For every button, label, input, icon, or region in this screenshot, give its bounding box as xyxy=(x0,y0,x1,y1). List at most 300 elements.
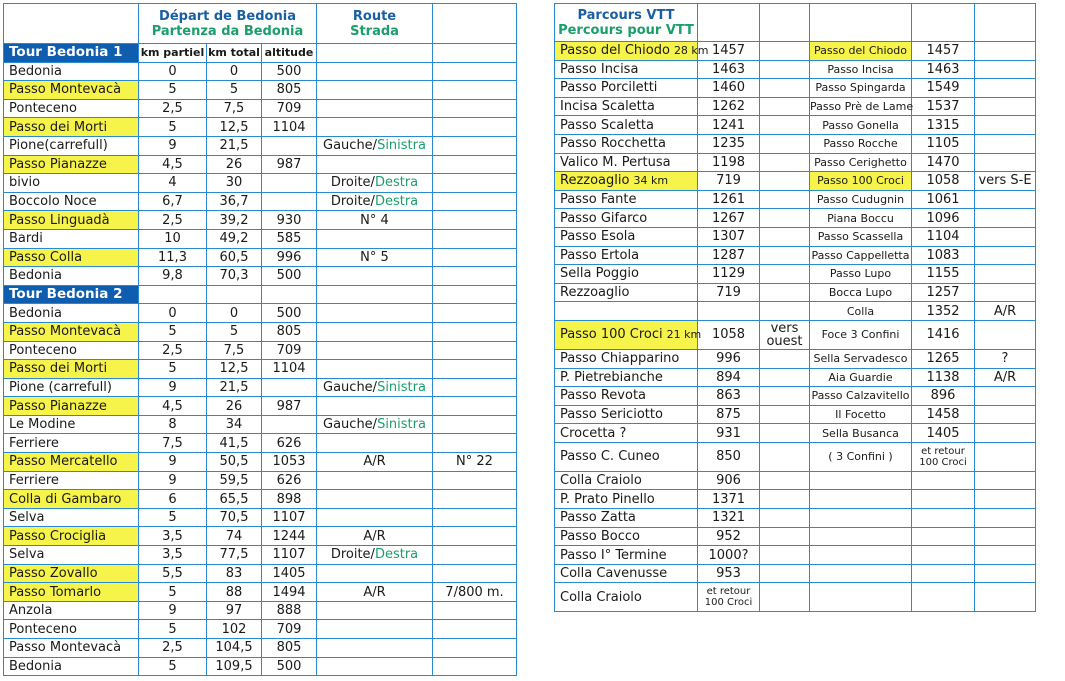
table-row xyxy=(4,360,517,379)
note-cell xyxy=(433,415,517,434)
note-cell: N° 22 xyxy=(433,453,517,472)
vtt-header xyxy=(555,4,698,42)
km-partiel: 4,5 xyxy=(139,155,207,174)
altitude xyxy=(262,192,317,211)
table-row xyxy=(4,155,517,174)
blank-cell xyxy=(433,44,517,63)
altitude: 1104 xyxy=(262,118,317,137)
altitude: 500 xyxy=(262,657,317,676)
route-cell xyxy=(317,360,433,379)
table-row xyxy=(555,405,1036,424)
km-total: 59,5 xyxy=(207,471,262,490)
km-total: 12,5 xyxy=(207,360,262,379)
altitude: 1494 xyxy=(262,583,317,602)
header-blank-2 xyxy=(433,4,517,44)
table-row xyxy=(555,387,1036,406)
vtt-altitude-b: 1138 xyxy=(912,368,975,387)
km-partiel: 9 xyxy=(139,601,207,620)
route-cell xyxy=(317,434,433,453)
table-row xyxy=(555,209,1036,228)
vtt-altitude-b: 1470 xyxy=(912,153,975,172)
route-cell xyxy=(317,136,433,155)
vtt-altitude-a: 1058 xyxy=(698,320,760,349)
route-cell xyxy=(317,490,433,509)
altitude: 805 xyxy=(262,81,317,100)
km-partiel: 2,5 xyxy=(139,99,207,118)
altitude: 709 xyxy=(262,620,317,639)
stage-name: Passo Montevacà xyxy=(4,639,139,658)
vtt-altitude-a: 1460 xyxy=(698,79,760,98)
vtt-route-a xyxy=(555,209,698,228)
vtt-altitude-b xyxy=(912,564,975,583)
note-cell xyxy=(433,397,517,416)
vtt-stage-name: Passo Bocco xyxy=(560,528,640,544)
km-partiel: 7,5 xyxy=(139,434,207,453)
note-cell xyxy=(433,490,517,509)
stage-name: bivio xyxy=(4,174,139,193)
stage-name: Bedonia xyxy=(4,657,139,676)
stage-name: Bedonia xyxy=(4,267,139,286)
vtt-direction xyxy=(760,302,810,321)
header-blank xyxy=(975,4,1036,42)
col-km-total: km total xyxy=(207,44,262,63)
table-row xyxy=(4,657,517,676)
tour1-title: Tour Bedonia 1 xyxy=(4,44,139,63)
vtt-route-a xyxy=(555,424,698,443)
table-row xyxy=(4,81,517,100)
blank-cell xyxy=(317,44,433,63)
altitude: 1107 xyxy=(262,508,317,527)
table-row xyxy=(555,527,1036,546)
route-fr: A/R xyxy=(363,584,386,600)
route-it: Destra xyxy=(374,194,419,210)
table-row xyxy=(4,397,517,416)
vtt-altitude-a: 952 xyxy=(698,527,760,546)
route-fr: Droite/ xyxy=(330,175,375,191)
vtt-route-b: Passo Incisa xyxy=(810,60,912,79)
route-cell xyxy=(317,564,433,583)
note-cell xyxy=(433,434,517,453)
vtt-altitude-a: 719 xyxy=(698,283,760,302)
vtt-note xyxy=(975,97,1036,116)
vtt-altitude-b: 1537 xyxy=(912,97,975,116)
blank-cell xyxy=(139,285,207,304)
table-row xyxy=(4,304,517,323)
vtt-altitude-a: 906 xyxy=(698,471,760,490)
vtt-altitude-a: 1371 xyxy=(698,490,760,509)
vtt-altitude-b: 1463 xyxy=(912,60,975,79)
route-cell xyxy=(317,508,433,527)
altitude: 996 xyxy=(262,248,317,267)
route-fr: Gauche/ xyxy=(323,417,378,433)
vtt-note xyxy=(975,490,1036,509)
route-cell xyxy=(317,453,433,472)
vtt-route-b: Colla xyxy=(810,302,912,321)
vtt-stage-name: Passo Ertola xyxy=(560,247,640,263)
vtt-direction xyxy=(760,349,810,368)
km-total: 7,5 xyxy=(207,341,262,360)
vtt-altitude-b: 1405 xyxy=(912,424,975,443)
km-total: 49,2 xyxy=(207,229,262,248)
km-total: 12,5 xyxy=(207,118,262,137)
km-total: 88 xyxy=(207,583,262,602)
vtt-direction xyxy=(760,79,810,98)
stage-name: Passo dei Morti xyxy=(4,360,139,379)
vtt-route-a xyxy=(555,134,698,153)
vtt-route-b: Passo Spingarda xyxy=(810,79,912,98)
km-total: 39,2 xyxy=(207,211,262,230)
stage-name: Passo Zovallo xyxy=(4,564,139,583)
table-row xyxy=(4,267,517,286)
vtt-route-b: Foce 3 Confini xyxy=(810,320,912,349)
table-row xyxy=(555,546,1036,565)
vtt-note: ? xyxy=(975,349,1036,368)
vtt-altitude-b: 1105 xyxy=(912,134,975,153)
km-total: 109,5 xyxy=(207,657,262,676)
route-cell xyxy=(317,471,433,490)
vtt-route-a xyxy=(555,320,702,349)
vtt-note xyxy=(975,424,1036,443)
altitude: 888 xyxy=(262,601,317,620)
vtt-direction xyxy=(760,509,810,528)
table-row xyxy=(555,368,1036,387)
vtt-route-a xyxy=(555,546,698,565)
table-row xyxy=(555,471,1036,490)
km-partiel: 9,8 xyxy=(139,267,207,286)
vtt-altitude-a: 1129 xyxy=(698,265,760,284)
table-row xyxy=(4,378,517,397)
vtt-altitude-b xyxy=(912,527,975,546)
vtt-altitude-b xyxy=(912,509,975,528)
vtt-stage-name: Colla Cavenusse xyxy=(560,566,668,582)
altitude: 626 xyxy=(262,434,317,453)
km-total: 102 xyxy=(207,620,262,639)
vtt-stage-name: Passo Sericiotto xyxy=(560,406,663,422)
km-total: 60,5 xyxy=(207,248,262,267)
table-row xyxy=(4,118,517,137)
note-cell xyxy=(433,341,517,360)
vtt-km: 21 km xyxy=(666,328,702,342)
vtt-route-b: Aia Guardie xyxy=(810,368,912,387)
altitude: 709 xyxy=(262,341,317,360)
vtt-route-a xyxy=(555,583,698,612)
vtt-altitude-b: 1061 xyxy=(912,190,975,209)
table-row xyxy=(4,415,517,434)
vtt-altitude-b: 1096 xyxy=(912,209,975,228)
vtt-altitude-b xyxy=(912,471,975,490)
km-partiel: 6,7 xyxy=(139,192,207,211)
vtt-route-b xyxy=(810,471,912,490)
km-partiel: 6 xyxy=(139,490,207,509)
note-cell xyxy=(433,248,517,267)
km-total: 0 xyxy=(207,304,262,323)
route-cell xyxy=(317,601,433,620)
route-cell xyxy=(317,527,433,546)
stage-name: Bedonia xyxy=(4,62,139,81)
vtt-direction xyxy=(760,97,810,116)
km-total: 97 xyxy=(207,601,262,620)
table-row xyxy=(4,453,517,472)
vtt-direction xyxy=(760,246,810,265)
note-cell: 7/800 m. xyxy=(433,583,517,602)
route-it: Sinistra xyxy=(377,138,426,154)
vtt-direction xyxy=(760,546,810,565)
km-total: 83 xyxy=(207,564,262,583)
vtt-direction xyxy=(760,153,810,172)
route-cell xyxy=(317,174,433,193)
vtt-route-b xyxy=(810,546,912,565)
vtt-stage-name: P. Pietrebianche xyxy=(560,369,663,385)
vtt-altitude-a: 1198 xyxy=(698,153,760,172)
vtt-route-a xyxy=(555,227,698,246)
km-partiel: 9 xyxy=(139,453,207,472)
table-row xyxy=(555,60,1036,79)
km-total: 41,5 xyxy=(207,434,262,453)
altitude: 500 xyxy=(262,304,317,323)
vtt-direction xyxy=(760,471,810,490)
vtt-route-a xyxy=(555,79,698,98)
stage-name: Passo Crociglia xyxy=(4,527,139,546)
vtt-route-b xyxy=(810,509,912,528)
vtt-altitude-b: 1457 xyxy=(912,42,975,61)
vtt-note xyxy=(975,405,1036,424)
km-total: 21,5 xyxy=(207,378,262,397)
vtt-altitude-b: 1257 xyxy=(912,283,975,302)
km-total: 26 xyxy=(207,397,262,416)
vtt-altitude-a: 850 xyxy=(698,442,760,471)
altitude: 1405 xyxy=(262,564,317,583)
route-cell xyxy=(317,341,433,360)
route-cell xyxy=(317,81,433,100)
stage-name: Passo Mercatello xyxy=(4,453,139,472)
table-row xyxy=(4,192,517,211)
vtt-altitude-a: 1241 xyxy=(698,116,760,135)
km-partiel: 5 xyxy=(139,657,207,676)
vtt-altitude-a: 1463 xyxy=(698,60,760,79)
stage-name: Passo Pianazze xyxy=(4,397,139,416)
km-total: 74 xyxy=(207,527,262,546)
km-partiel: 5 xyxy=(139,118,207,137)
stage-name: Boccolo Noce xyxy=(4,192,139,211)
vtt-stage-name: Sella Poggio xyxy=(560,266,639,282)
altitude: 585 xyxy=(262,229,317,248)
vtt-altitude-a: 1235 xyxy=(698,134,760,153)
vtt-km: 34 km xyxy=(633,174,669,188)
note-cell xyxy=(433,546,517,565)
vtt-route-b: ( 3 Confini ) xyxy=(810,442,912,471)
vtt-direction xyxy=(760,424,810,443)
vtt-altitude-a: et retour 100 Croci xyxy=(698,583,760,612)
altitude xyxy=(262,415,317,434)
altitude: 1244 xyxy=(262,527,317,546)
vtt-altitude-b: 1352 xyxy=(912,302,975,321)
note-cell xyxy=(433,601,517,620)
km-partiel: 2,5 xyxy=(139,639,207,658)
route-fr: Droite/ xyxy=(330,547,375,563)
vtt-stage-name: Passo C. Cuneo xyxy=(560,449,660,465)
vtt-route-a xyxy=(555,509,698,528)
route-cell xyxy=(317,99,433,118)
km-partiel: 0 xyxy=(139,304,207,323)
table-row xyxy=(555,442,1036,471)
vtt-stage-name: Passo Incisa xyxy=(560,61,639,77)
depart-it: Partenza da Bedonia xyxy=(151,23,304,39)
vtt-note xyxy=(975,190,1036,209)
vtt-direction xyxy=(760,490,810,509)
vtt-note xyxy=(975,283,1036,302)
vtt-route-b: Passo Cudugnin xyxy=(810,190,912,209)
km-partiel: 9 xyxy=(139,471,207,490)
km-partiel: 4,5 xyxy=(139,397,207,416)
vtt-note xyxy=(975,546,1036,565)
vtt-route-b: Il Focetto xyxy=(810,405,912,424)
km-partiel: 5 xyxy=(139,620,207,639)
vtt-note xyxy=(975,564,1036,583)
vtt-route-b: Passo Rocche xyxy=(810,134,912,153)
vtt-route-a xyxy=(555,387,698,406)
blank-cell xyxy=(317,285,433,304)
vtt-note xyxy=(975,134,1036,153)
route-fr: N° 5 xyxy=(360,249,389,265)
col-altitude: altitude xyxy=(262,44,317,63)
table-row xyxy=(555,153,1036,172)
stage-name: Bedonia xyxy=(4,304,139,323)
vtt-direction xyxy=(760,42,810,61)
km-total: 70,3 xyxy=(207,267,262,286)
km-total: 36,7 xyxy=(207,192,262,211)
vtt-altitude-a: 1321 xyxy=(698,509,760,528)
altitude: 1107 xyxy=(262,546,317,565)
vtt-route-b: Sella Busanca xyxy=(810,424,912,443)
altitude: 987 xyxy=(262,397,317,416)
route-cell xyxy=(317,248,433,267)
stage-name: Le Modine xyxy=(4,415,139,434)
route-cell xyxy=(317,322,433,341)
vtt-route-a xyxy=(555,265,698,284)
vtt-note xyxy=(975,153,1036,172)
table-row xyxy=(555,79,1036,98)
vtt-altitude-a: 719 xyxy=(698,172,760,191)
vtt-route-a xyxy=(555,153,698,172)
vtt-note: A/R xyxy=(975,368,1036,387)
km-total: 34 xyxy=(207,415,262,434)
vtt-note xyxy=(975,116,1036,135)
table-row xyxy=(4,527,517,546)
vtt-note xyxy=(975,527,1036,546)
route-cell xyxy=(317,118,433,137)
stage-name: Selva xyxy=(4,546,139,565)
vtt-direction: vers ouest xyxy=(760,320,810,349)
vtt-direction xyxy=(760,172,810,191)
route-cell xyxy=(317,267,433,286)
vtt-altitude-b: 1058 xyxy=(912,172,975,191)
route-cell xyxy=(317,415,433,434)
table-row xyxy=(555,190,1036,209)
vtt-stage-name: Passo Rocchetta xyxy=(560,136,666,152)
vtt-note xyxy=(975,265,1036,284)
table-row xyxy=(555,424,1036,443)
km-total: 77,5 xyxy=(207,546,262,565)
altitude xyxy=(262,378,317,397)
route-it: Sinistra xyxy=(377,417,426,433)
vtt-stage-name: P. Prato Pinello xyxy=(560,491,655,507)
table-row xyxy=(555,320,1036,349)
vtt-route-b xyxy=(810,527,912,546)
route-header xyxy=(317,4,433,44)
note-cell xyxy=(433,267,517,286)
vtt-note xyxy=(975,583,1036,612)
vtt-table xyxy=(554,3,1036,612)
vtt-route-a xyxy=(555,405,698,424)
note-cell xyxy=(433,360,517,379)
vtt-altitude-b: 1265 xyxy=(912,349,975,368)
route-cell xyxy=(317,155,433,174)
table-row xyxy=(4,490,517,509)
vtt-note xyxy=(975,442,1036,471)
note-cell xyxy=(433,508,517,527)
vtt-altitude-a: 875 xyxy=(698,405,760,424)
altitude: 500 xyxy=(262,267,317,286)
table-row xyxy=(555,490,1036,509)
vtt-note xyxy=(975,246,1036,265)
table-row xyxy=(555,265,1036,284)
vtt-stage-name: Colla Craiolo xyxy=(560,473,642,489)
altitude xyxy=(262,174,317,193)
stage-name: Ponteceno xyxy=(4,620,139,639)
note-cell xyxy=(433,527,517,546)
table-row xyxy=(555,134,1036,153)
vtt-route-b: Passo Cerighetto xyxy=(810,153,912,172)
vtt-altitude-a: 863 xyxy=(698,387,760,406)
vtt-altitude-b xyxy=(912,490,975,509)
altitude: 1053 xyxy=(262,453,317,472)
vtt-route-a xyxy=(555,97,698,116)
route-it: Sinistra xyxy=(377,379,426,395)
note-cell xyxy=(433,378,517,397)
vtt-altitude-a: 953 xyxy=(698,564,760,583)
km-partiel: 5 xyxy=(139,583,207,602)
vtt-route-a xyxy=(555,349,698,368)
route-cell xyxy=(317,657,433,676)
table-row xyxy=(4,229,517,248)
table-row xyxy=(555,564,1036,583)
note-cell xyxy=(433,564,517,583)
stage-name: Ferriere xyxy=(4,471,139,490)
altitude: 709 xyxy=(262,99,317,118)
col-km-partiel: km partiel xyxy=(139,44,207,63)
vtt-route-a xyxy=(555,246,698,265)
vtt-route-a xyxy=(555,172,698,191)
note-cell xyxy=(433,322,517,341)
vtt-route-b: Passo del Chiodo xyxy=(810,42,912,61)
km-partiel: 5 xyxy=(139,508,207,527)
route-fr: Gauche/ xyxy=(323,379,378,395)
vtt-stage-name: Passo Scaletta xyxy=(560,117,654,133)
km-total: 5 xyxy=(207,81,262,100)
stage-name: Passo Montevacà xyxy=(4,81,139,100)
vtt-route-b: Piana Boccu xyxy=(810,209,912,228)
altitude: 898 xyxy=(262,490,317,509)
table-row xyxy=(555,509,1036,528)
route-cell xyxy=(317,211,433,230)
stage-name: Ponteceno xyxy=(4,99,139,118)
route-cell xyxy=(317,229,433,248)
km-partiel: 4 xyxy=(139,174,207,193)
vtt-route-b: Passo Gonella xyxy=(810,116,912,135)
stage-name: Ponteceno xyxy=(4,341,139,360)
table-row xyxy=(4,99,517,118)
vtt-altitude-a: 1457 xyxy=(698,42,760,61)
